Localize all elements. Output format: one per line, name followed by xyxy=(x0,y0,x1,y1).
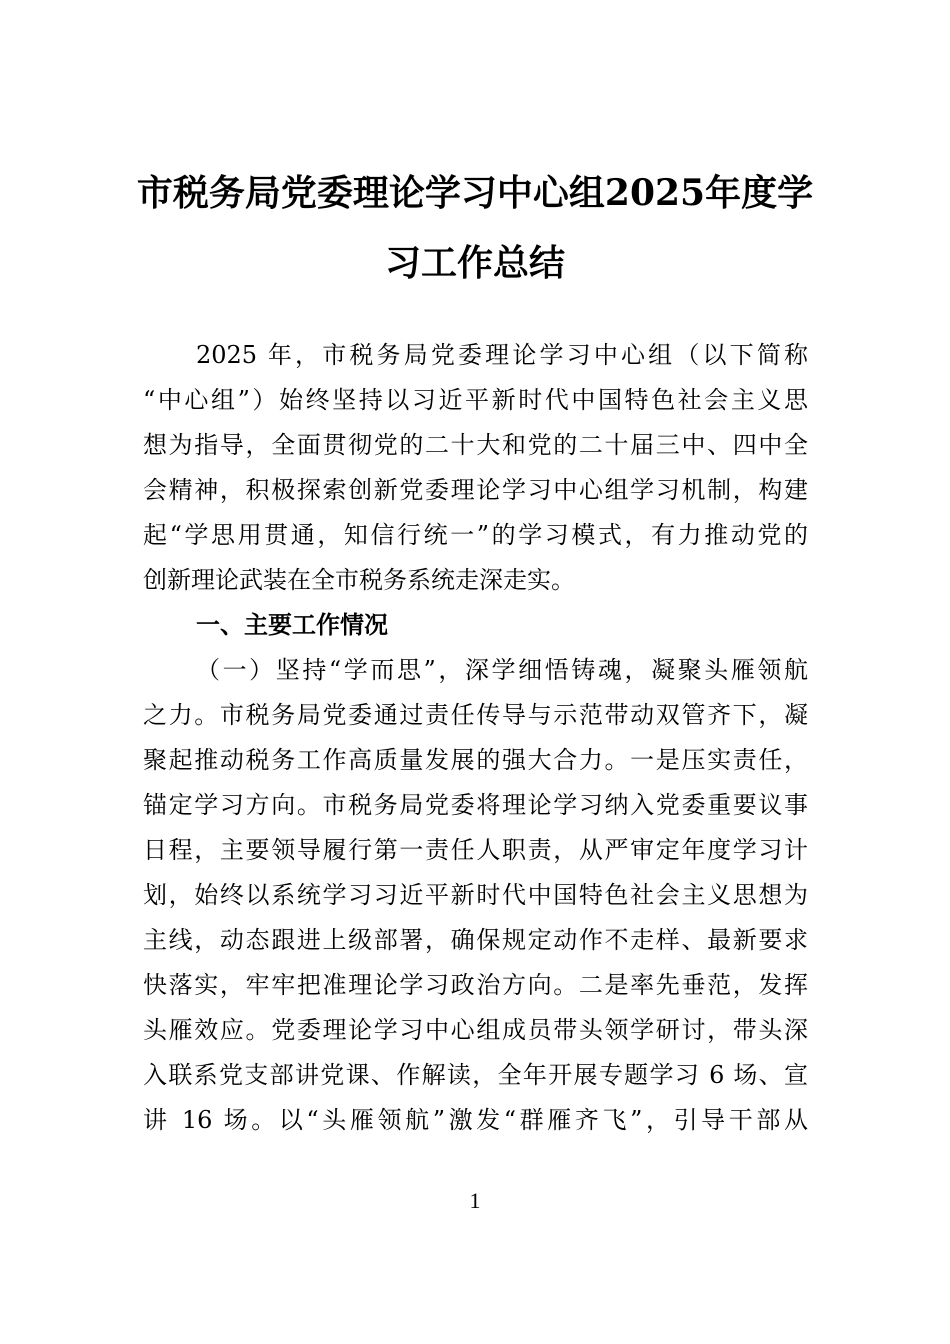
text-line: 创新理论武装在全市税务系统走深走实。 xyxy=(143,566,575,594)
title-line-1: 市税务局党委理论学习中心组2025年度学 xyxy=(136,172,814,214)
text-line: 入联系党支部讲党课、作解读，全年开展专题学习 6 场、宣 xyxy=(143,1061,808,1089)
text-line: 日程，主要领导履行第一责任人职责，从严审定年度学习计 xyxy=(143,836,808,864)
text-line: 之力。市税务局党委通过责任传导与示范带动双管齐下，凝 xyxy=(143,701,808,729)
section-heading: 一、主要工作情况 xyxy=(196,611,388,639)
document-title xyxy=(0,158,950,298)
text-line: 聚起推动税务工作高质量发展的强大合力。一是压实责任， xyxy=(143,746,808,774)
title-line-2: 习工作总结 xyxy=(384,242,565,284)
text-line: 头雁效应。党委理论学习中心组成员带头领学研讨，带头深 xyxy=(143,1016,808,1044)
text-line: 快落实，牢牢把准理论学习政治方向。二是率先垂范，发挥 xyxy=(143,971,808,999)
text-line: 会精神，积极探索创新党委理论学习中心组学习机制，构建 xyxy=(143,476,808,504)
text-line: 主线，动态跟进上级部署，确保规定动作不走样、最新要求 xyxy=(143,926,808,954)
text-line: 讲 16 场。以“头雁领航”激发“群雁齐飞”，引导干部从 xyxy=(143,1106,808,1134)
page-number: 1 xyxy=(469,1188,481,1213)
text-line: 锚定学习方向。市税务局党委将理论学习纳入党委重要议事 xyxy=(143,791,808,819)
text-line: （一）坚持“学而思”，深学细悟铸魂，凝聚头雁领航 xyxy=(196,656,808,684)
text-line: 想为指导，全面贯彻党的二十大和党的二十届三中、四中全 xyxy=(143,431,808,459)
text-line: 划，始终以系统学习习近平新时代中国特色社会主义思想为 xyxy=(143,881,808,909)
document-body xyxy=(143,333,808,1143)
text-line: “中心组”）始终坚持以习近平新时代中国特色社会主义思 xyxy=(143,386,808,414)
text-line: 起“学思用贯通，知信行统一”的学习模式，有力推动党的 xyxy=(143,521,808,549)
text-line: 2025 年，市税务局党委理论学习中心组（以下简称 xyxy=(196,341,808,369)
